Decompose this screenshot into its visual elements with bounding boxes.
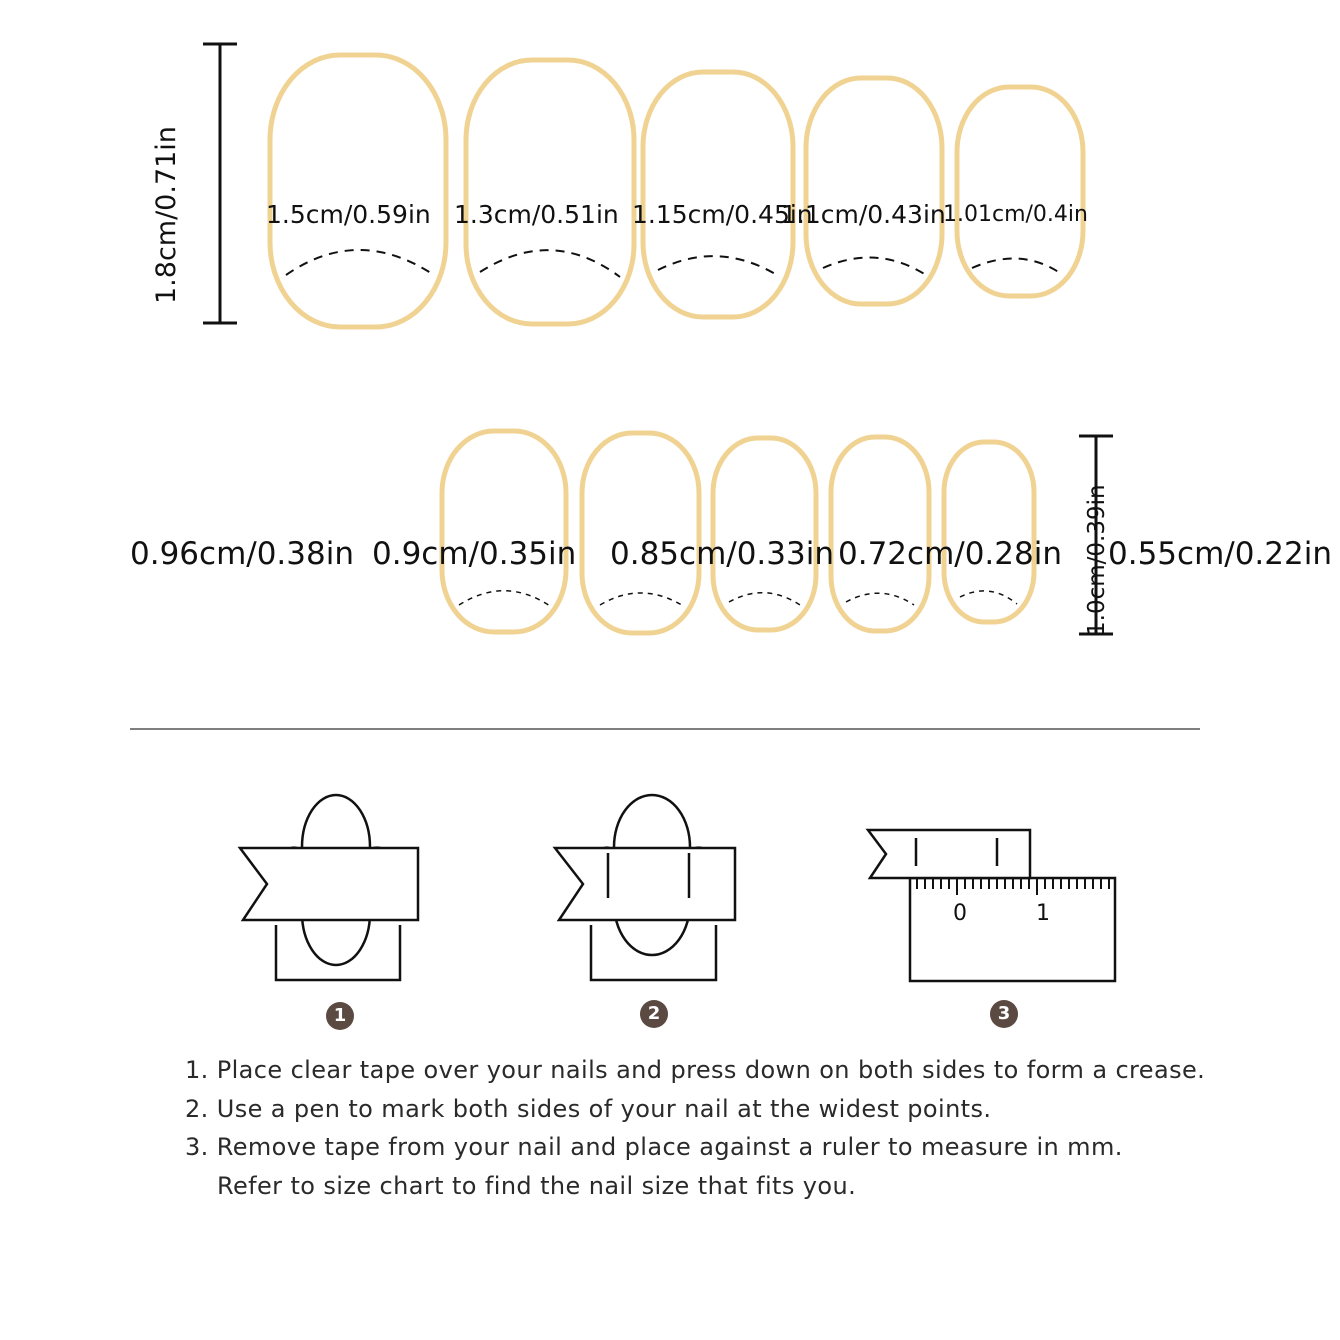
bottom-nail-2 [582, 433, 699, 633]
bottom-nail-3 [713, 438, 816, 630]
top-nail-3-width: 1.15cm/0.45in [632, 200, 813, 229]
top-nail-3 [643, 72, 793, 317]
instruction-note: Refer to size chart to find the nail size that fits you. [217, 1171, 857, 1200]
top-nail-5 [957, 87, 1083, 296]
step-3-illustration [868, 830, 1115, 981]
step-1-badge: 1 [326, 1002, 354, 1030]
bottom-nail-5-width: 0.55cm/0.22in [1108, 536, 1332, 572]
top-nail-2-width: 1.3cm/0.51in [454, 200, 619, 229]
top-nail-1 [270, 55, 446, 327]
top-nail-5-width: 1.01cm/0.4in [943, 202, 1088, 227]
bottom-nail-4 [831, 437, 929, 631]
instruction-step-1: 1. Place clear tape over your nails and press down on both sides to form a crease. [185, 1056, 1206, 1084]
top-nail-4-width: 1.1cm/0.43in [781, 200, 946, 229]
top-nail-4 [806, 78, 942, 304]
bottom-row-height-label: 1.0cm/0.39in [1084, 484, 1110, 636]
bottom-nail-4-width: 0.72cm/0.28in [838, 536, 1062, 572]
top-nail-2 [466, 60, 634, 324]
top-row-height-label: 1.8cm/0.71in [151, 126, 182, 304]
ruler-mark-1: 1 [1036, 901, 1050, 926]
instructions-list [185, 1054, 1205, 1208]
step-1-illustration [240, 795, 418, 980]
bottom-nail-5 [944, 442, 1034, 622]
bottom-nail-1 [442, 431, 566, 632]
bottom-nail-3-width: 0.85cm/0.33in [610, 536, 834, 572]
bottom-nail-2-width: 0.9cm/0.35in [372, 536, 577, 572]
step-2-illustration [555, 795, 735, 980]
step-3-badge: 3 [990, 1000, 1018, 1028]
ruler-mark-0: 0 [953, 901, 967, 926]
top-height-bracket [203, 44, 237, 323]
instruction-step-2: 2. Use a pen to mark both sides of your nail at the widest points. [185, 1094, 992, 1123]
step-2-badge: 2 [640, 1000, 668, 1028]
bottom-nail-1-width: 0.96cm/0.38in [130, 536, 354, 572]
top-nail-1-width: 1.5cm/0.59in [266, 200, 431, 229]
instruction-step-3: 3. Remove tape from your nail and place against a ruler to measure in mm. [185, 1133, 1123, 1161]
